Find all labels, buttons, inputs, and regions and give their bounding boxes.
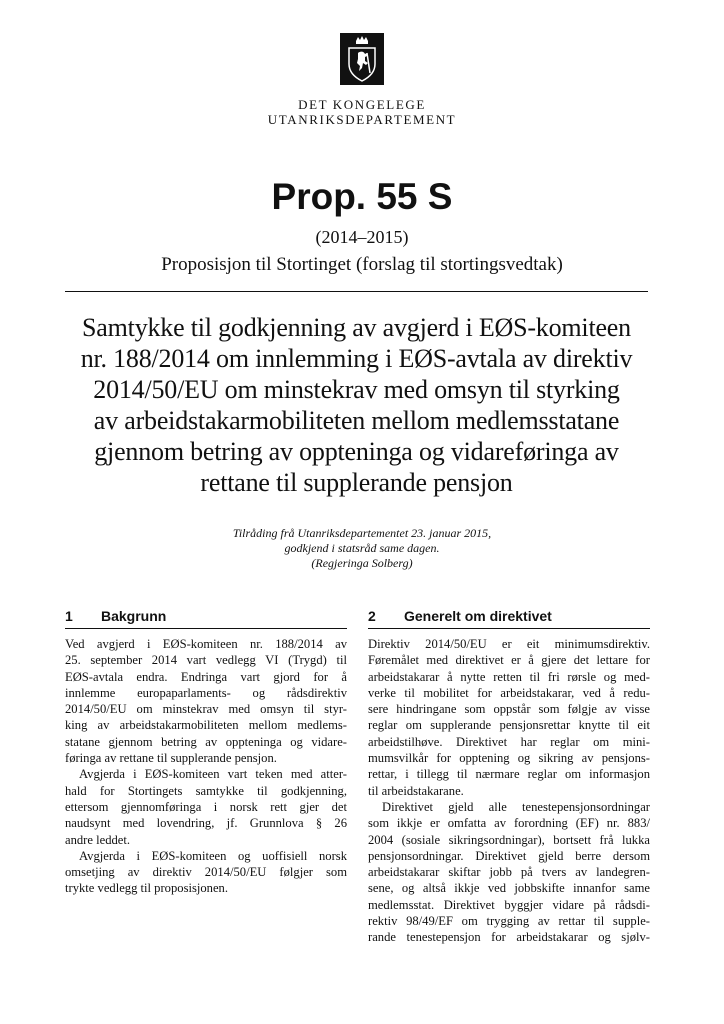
recommendation-line: godkjend i statsråd same dagen.: [284, 541, 440, 555]
body-line: rektiv 98/49/EF om trygging av rettar til supple-: [368, 914, 650, 929]
session-years: (2014–2015): [315, 227, 409, 247]
proposition-number: Prop. 55 S: [271, 176, 453, 217]
section-background: [65, 604, 347, 897]
body-line: statane gjennom betring av oppteninga og vidare-: [65, 734, 347, 749]
body-line: king av arbeidstakarmobiliteten mellom medlems-: [65, 718, 347, 733]
body-line: Direktiv 2014/50/EU er eit minimumsdirektiv.: [368, 637, 650, 651]
section-number: 2: [368, 608, 376, 624]
body-line: ettersom gjennomføringa i norsk rett gjer det: [65, 799, 347, 814]
body-line: føringa av rettane til supplerande pensjon.: [65, 751, 277, 766]
body-line: trykte vedlegg til proposisjonen.: [65, 881, 228, 896]
body-line: arbeidstakarar å nytte retten til fri rørsle og med-: [368, 669, 650, 684]
recommendation-line: Tilråding frå Utanriksdepartementet 23. januar 2015,: [232, 526, 492, 540]
body-line: arbeidstilhøve. Direktivet har reglar om mini-: [368, 734, 650, 749]
section-body: [368, 636, 650, 946]
body-line: EØS-avtala endra. Endringa vart gjord for å: [65, 669, 347, 684]
body-line: sere hindringane som oppstår som følgje av visse: [368, 702, 650, 717]
body-line: til arbeidstakarane.: [368, 783, 464, 798]
department-name-line2: UTANRIKSDEPARTEMENT: [267, 112, 457, 127]
body-line: mumsvilkår for opptening og sikring av pensjons-: [368, 751, 650, 766]
section-body: [65, 636, 347, 897]
body-line: innlemme europaparlaments- og rådsdirektiv: [65, 685, 347, 700]
document-title: [60, 312, 653, 498]
body-line: andre leddet.: [65, 832, 131, 847]
recommendation-line: (Regjeringa Solberg): [311, 556, 413, 570]
body-line: 2004 (sosiale sikringsordningar), bortsett frå lukka: [368, 832, 650, 847]
section-title: Generelt om direktivet: [404, 608, 552, 624]
department-name-line1: DET KONGELEGE: [298, 97, 426, 112]
recommendation-note: [0, 526, 724, 571]
section-title: Bakgrunn: [101, 608, 167, 624]
proposition-type: Proposisjon til Stortinget (forslag til stortingsvedtak): [161, 254, 563, 275]
body-line: pensjonsordningar. Direktivet gjeld berre dersom: [368, 848, 650, 863]
body-line: medlemsstat. Direktivet byggjer vidare på rådsdi-: [368, 897, 650, 912]
title-line: av arbeidstakarmobiliteten mellom medlemsstatane: [93, 406, 620, 435]
title-line: Samtykke til godkjenning av avgjerd i EØS-komiteen: [82, 313, 631, 342]
body-line: Avgjerda i EØS-komiteen og uoffisiell norsk: [79, 848, 347, 863]
body-line: Føremålet med direktivet er å gjere det lettare for: [368, 653, 650, 668]
body-line: hald for Stortingets samtykke til godkjenning,: [65, 783, 347, 798]
body-line: reglar om supplerande pensjonsrettar knytte til eit: [368, 718, 650, 733]
body-line: Avgjerda i EØS-komiteen vart teken med atter-: [79, 767, 347, 782]
body-line: arbeidstakarar skiftar jobb på tvers av landegren-: [368, 865, 650, 880]
department-logo: [0, 33, 724, 127]
coat-of-arms-icon: [340, 33, 384, 85]
title-line: rettane til supplerande pensjon: [200, 468, 513, 497]
body-line: verke til mobilitet for arbeidstakarar, ved å redu-: [368, 685, 650, 700]
body-line: naudsynt med lovendring, jf. Grunnlova § 26: [65, 816, 347, 831]
body-line: 2014/50/EU om minstekrav med omsyn til styr-: [65, 702, 347, 717]
title-divider: [65, 291, 648, 292]
section-directive-overview: [368, 604, 650, 946]
body-line: sene, og altså ikkje ved jobbskifte innanfor same: [368, 881, 650, 896]
section-heading: [368, 604, 650, 629]
body-line: Ved avgjerd i EØS-komiteen nr. 188/2014 av: [65, 637, 347, 651]
body-line: som ikkje er omfatta av forordning (EF) nr. 883/: [368, 816, 650, 831]
body-line: Direktivet gjeld alle tenestepensjonsordningar: [382, 799, 650, 814]
title-line: nr. 188/2014 om innlemming i EØS-avtala av direktiv: [80, 344, 633, 373]
section-heading: [65, 604, 347, 629]
body-line: 25. september 2014 vart vedlegg VI (Trygd) til: [65, 653, 347, 668]
body-line: rande tenestepensjon for arbeidstakarar og sjølv-: [368, 930, 650, 945]
body-line: rettar, i tillegg til nærmare reglar om informasjon: [368, 767, 650, 782]
section-number: 1: [65, 608, 73, 624]
title-line: gjennom betring av oppteninga og vidareføringa av: [94, 437, 619, 466]
body-line: omsetjing av direktiv 2014/50/EU følgjer som: [65, 865, 347, 880]
title-line: 2014/50/EU om minstekrav med omsyn til styrking: [93, 375, 620, 404]
